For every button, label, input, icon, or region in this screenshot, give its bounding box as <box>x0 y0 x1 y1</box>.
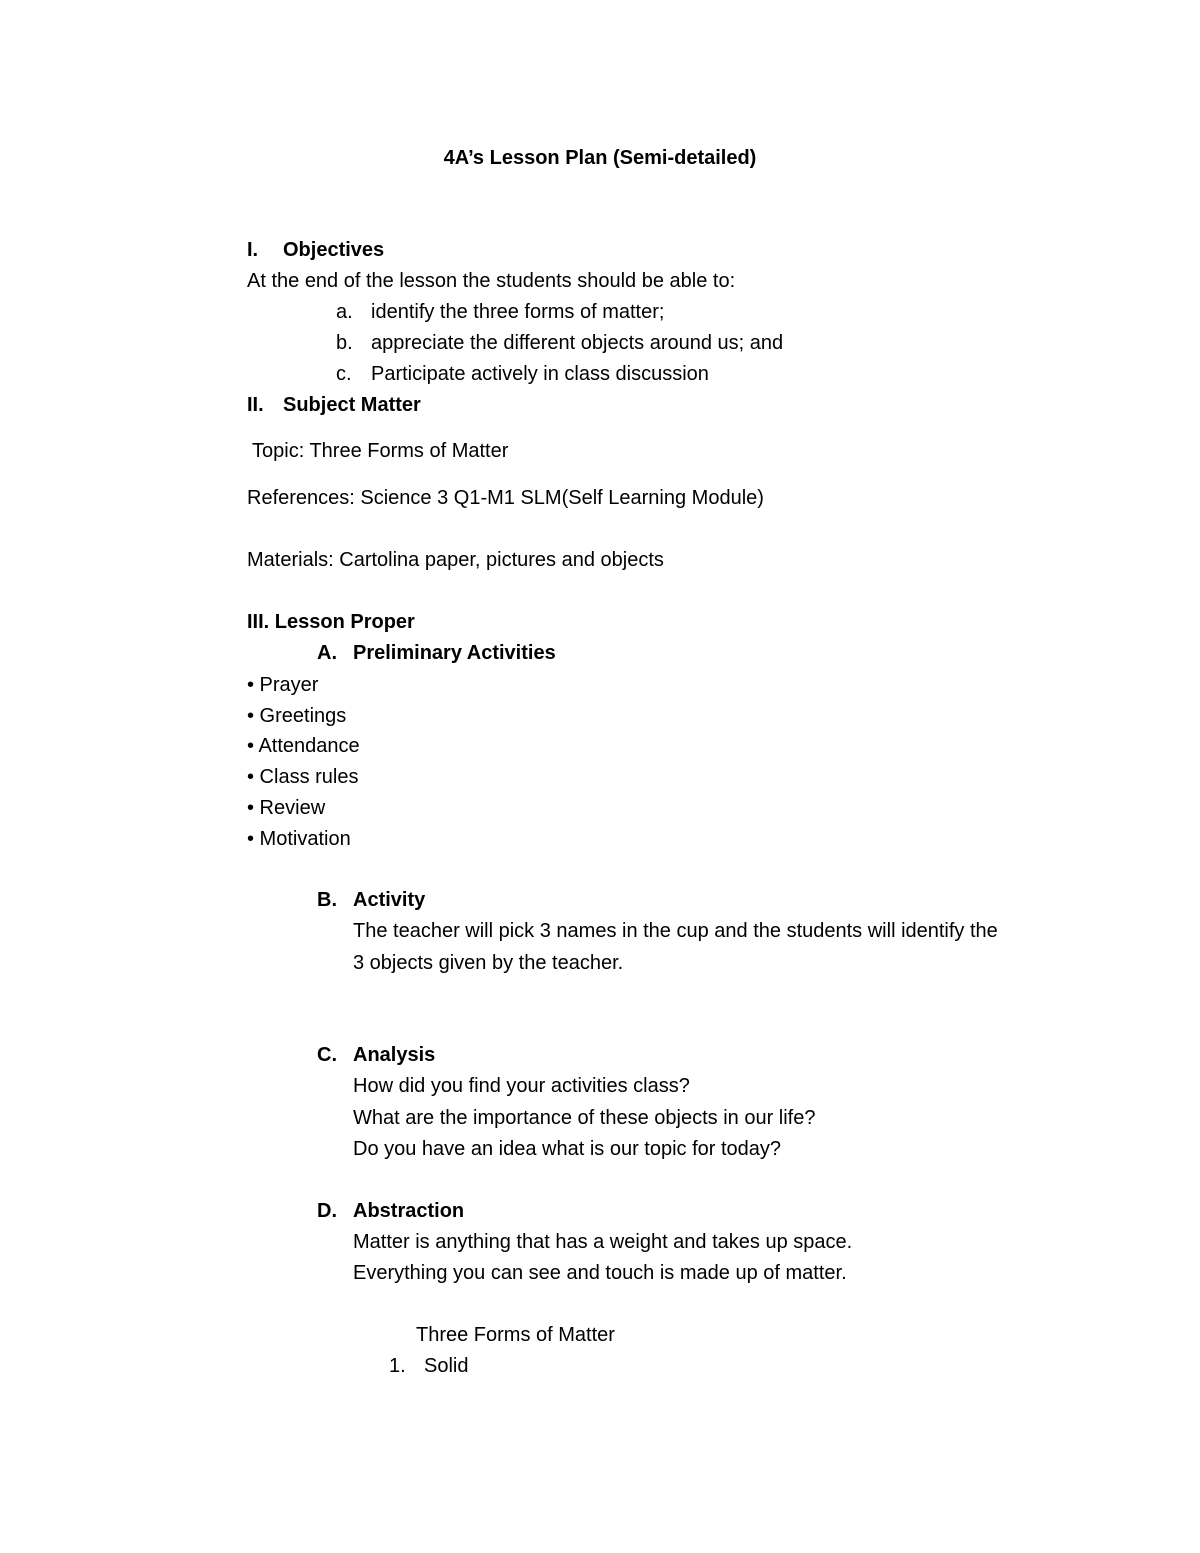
subsection-marker: B. <box>317 889 337 911</box>
subject-materials: Materials: Cartolina paper, pictures and objects <box>247 549 664 571</box>
section-heading-subject-matter: Subject Matter <box>283 394 421 416</box>
bullet-item: • Class rules <box>247 766 359 788</box>
bullet-item: • Review <box>247 797 326 819</box>
bullet-item: • Prayer <box>247 674 319 696</box>
section-numeral: I. <box>247 239 259 261</box>
section-heading-objectives: Objectives <box>283 239 385 261</box>
objectives-intro: At the end of the lesson the students should be able to: <box>247 270 736 292</box>
list-marker: a. <box>336 301 353 323</box>
objective-item: Participate actively in class discussion <box>371 363 709 385</box>
list-marker: c. <box>336 363 352 385</box>
form-item: Solid <box>424 1355 469 1377</box>
analysis-question: How did you find your activities class? <box>353 1075 690 1097</box>
page-title: 4A’s Lesson Plan (Semi-detailed) <box>443 147 757 169</box>
bullet-item: • Motivation <box>247 828 351 850</box>
objective-item: appreciate the different objects around us; and <box>371 332 784 354</box>
subsection-marker: D. <box>317 1200 337 1222</box>
subsection-marker: C. <box>317 1044 337 1066</box>
abstraction-text: Everything you can see and touch is made up of matter. <box>353 1262 847 1284</box>
subject-topic: Topic: Three Forms of Matter <box>252 440 509 462</box>
section-heading-lesson-proper: III. Lesson Proper <box>247 611 415 633</box>
analysis-question: What are the importance of these objects in our life? <box>353 1107 816 1129</box>
bullet-item: • Attendance <box>247 735 360 757</box>
subsection-heading-activity: Activity <box>353 889 426 911</box>
subject-references: References: Science 3 Q1-M1 SLM(Self Learning Module) <box>247 487 764 509</box>
forms-heading: Three Forms of Matter <box>416 1324 615 1346</box>
activity-text: 3 objects given by the teacher. <box>353 952 624 974</box>
subsection-marker: A. <box>317 642 337 664</box>
abstraction-text: Matter is anything that has a weight and takes up space. <box>353 1231 853 1253</box>
analysis-question: Do you have an idea what is our topic for today? <box>353 1138 782 1160</box>
subsection-heading-preliminary: Preliminary Activities <box>353 642 556 664</box>
bullet-item: • Greetings <box>247 705 347 727</box>
list-marker: b. <box>336 332 353 354</box>
activity-text: The teacher will pick 3 names in the cup and the students will identify the <box>353 920 998 942</box>
subsection-heading-abstraction: Abstraction <box>353 1200 465 1222</box>
objective-item: identify the three forms of matter; <box>371 301 665 323</box>
list-marker: 1. <box>389 1355 406 1377</box>
subsection-heading-analysis: Analysis <box>353 1044 436 1066</box>
section-numeral: II. <box>247 394 264 416</box>
